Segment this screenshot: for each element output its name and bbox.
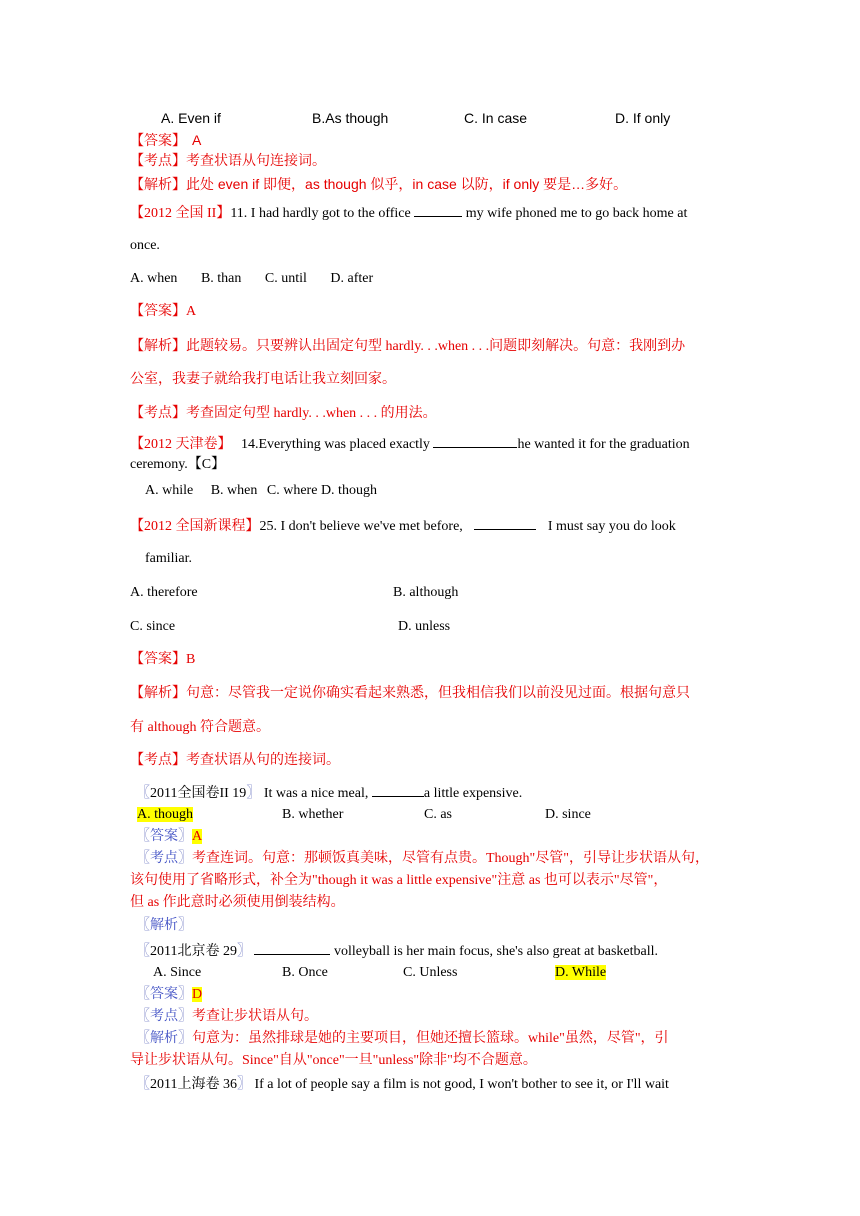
answer-label: 答案 bbox=[150, 987, 178, 1002]
stem-text: 25. I don't believe we've met before, bbox=[259, 519, 463, 534]
inline-answer: 【C】 bbox=[187, 457, 226, 472]
question-stem bbox=[130, 433, 690, 455]
option-b: B. when bbox=[210, 483, 258, 498]
option-c: C. as bbox=[424, 807, 452, 822]
point-label: 【考点】 bbox=[130, 753, 186, 768]
option-c: C. where bbox=[266, 483, 318, 498]
question-stem bbox=[130, 202, 687, 224]
answer-blank bbox=[474, 515, 536, 530]
option-c: C. Unless bbox=[403, 965, 458, 980]
question-source: 【2012 全国 II】 bbox=[130, 206, 231, 221]
answer-blank bbox=[254, 940, 330, 955]
point-label: 考点 bbox=[150, 1009, 178, 1024]
analysis-label: 【解析】 bbox=[130, 178, 186, 193]
question-stem: 〖2011全国卷II 19〗 It was a nice meal, a little expensive. bbox=[136, 782, 522, 804]
option-a: A. Since bbox=[153, 965, 202, 980]
option-d: D. though bbox=[320, 483, 377, 498]
answer-value: B bbox=[186, 652, 196, 667]
analysis-label: 【解析】 bbox=[130, 686, 186, 701]
point-line bbox=[130, 751, 340, 771]
point-label: 【考点】 bbox=[130, 154, 186, 169]
point-line bbox=[130, 152, 326, 172]
point-text: 考查连词。句意：那顿饭真美味，尽管有点贵。Though"尽管"，引导让步状语从句， bbox=[192, 851, 709, 866]
point-text: 考查固定句型 hardly. . .when . . . 的用法。 bbox=[186, 406, 437, 421]
stem-text: 14.Everything was placed exactly bbox=[241, 437, 430, 452]
analysis-continuation: 有 although 符合题意。 bbox=[130, 720, 270, 735]
option-a: A. Even if bbox=[161, 110, 221, 126]
answer-blank bbox=[433, 433, 517, 448]
option-b: B. than bbox=[200, 271, 242, 286]
stem-text: ceremony. bbox=[130, 457, 188, 472]
option-d: D. If only bbox=[615, 110, 671, 126]
answer-value: A bbox=[186, 304, 197, 319]
analysis-text: 句意为：虽然排球是她的主要项目，但她还擅长篮球。while"虽然，尽管"，引 bbox=[192, 1031, 669, 1046]
point-line bbox=[130, 404, 437, 424]
analysis-line bbox=[130, 684, 690, 704]
option-b: B.As though bbox=[312, 110, 389, 126]
analysis-label: 【解析】 bbox=[130, 339, 186, 354]
option-a: A. while bbox=[145, 483, 194, 498]
stem-text: 11. I had hardly got to the office bbox=[230, 206, 411, 221]
option-c: C. until bbox=[264, 271, 307, 286]
stem-continuation: once. bbox=[130, 238, 160, 253]
option-d: D. unless bbox=[398, 619, 451, 634]
stem-text: I must say you do look bbox=[547, 519, 676, 534]
analysis-continuation: 公室，我妻子就给我打电话让我立刻回家。 bbox=[130, 372, 396, 387]
answer-line: 〖答案〗A bbox=[136, 829, 203, 844]
option-d: D. since bbox=[545, 807, 591, 822]
analysis-label: 解析 bbox=[150, 1031, 178, 1046]
analysis-label: 解析 bbox=[150, 918, 178, 933]
point-line: 〖考点〗考查连词。句意：那顿饭真美味，尽管有点贵。Though"尽管"，引导让步状语从句， bbox=[136, 851, 709, 866]
question-stem: 〖2011北京卷 29〗 volleyball is her main focus, she's also great at basketball. bbox=[136, 940, 658, 962]
answer-label: 答案 bbox=[150, 829, 178, 844]
answer-blank bbox=[372, 782, 424, 797]
answer-blank bbox=[414, 202, 462, 217]
options-line bbox=[130, 269, 373, 289]
answer-value: D bbox=[192, 987, 203, 1002]
point-text: 考查状语从句的连接词。 bbox=[186, 753, 340, 768]
analysis-text: 此题较易。只要辨认出固定句型 hardly. . .when . . .问题即刻解决。句意：我刚到办 bbox=[186, 339, 686, 354]
point-label: 考点 bbox=[150, 851, 178, 866]
highlighted-option: D. While bbox=[555, 965, 607, 980]
point-continuation: 该句使用了省略形式，补全为"though it was a little expensive"注意 as 也可以表示"尽管"， bbox=[130, 873, 668, 888]
question-source: 2011北京卷 29 bbox=[150, 944, 237, 959]
question-source: 2011上海卷 36 bbox=[150, 1077, 237, 1092]
stem-continuation bbox=[130, 455, 225, 475]
analysis-line bbox=[130, 337, 685, 357]
question-source: 【2012 全国新课程】 bbox=[130, 519, 260, 534]
answer-value: A bbox=[192, 132, 202, 148]
option-a: A. when bbox=[130, 271, 178, 286]
point-label: 【考点】 bbox=[130, 406, 186, 421]
answer-label: 【答案】 bbox=[130, 304, 186, 319]
option-b: B. Once bbox=[282, 965, 328, 980]
question-source: 2011全国卷II 19 bbox=[150, 786, 247, 801]
stem-continuation: familiar. bbox=[145, 551, 193, 566]
point-text: 考查让步状语从句。 bbox=[192, 1009, 318, 1024]
question-source: 【2012 天津卷】 bbox=[130, 437, 232, 452]
option-a: A. therefore bbox=[130, 585, 198, 600]
answer-line: 〖答案〗D bbox=[136, 987, 203, 1002]
stem-text: volleyball is her main focus, she's also great at basketball. bbox=[333, 944, 659, 959]
analysis-text: 句意：尽管我一定说你确实看起来熟悉，但我相信我们以前没见过面。根据句意只 bbox=[186, 686, 690, 701]
analysis-continuation: 导让步状语从句。Since"自从"once"一旦"unless"除非"均不合题意。 bbox=[130, 1053, 537, 1068]
point-line: 〖考点〗考查让步状语从句。 bbox=[136, 1009, 318, 1024]
stem-text: If a lot of people say a film is not good, I won't bother to see it, or I'll wait bbox=[254, 1077, 669, 1092]
option-d: D. after bbox=[330, 271, 374, 286]
option-c: C. since bbox=[130, 619, 176, 634]
answer-label: 【答案】 bbox=[130, 652, 186, 667]
analysis-line bbox=[130, 174, 627, 196]
stem-text: my wife phoned me to go back home at bbox=[465, 206, 688, 221]
analysis-line: 〖解析〗句意为：虽然排球是她的主要项目，但她还擅长篮球。while"虽然，尽管"，引 bbox=[136, 1031, 669, 1046]
question-stem: 〖2011上海卷 36〗 If a lot of people say a film is not good, I won't bother to see it, or I'll wait bbox=[136, 1077, 669, 1092]
analysis-text: 此处 even if 即便，as though 似乎，in case 以防，if only 要是…多好。 bbox=[186, 176, 628, 192]
question-stem bbox=[130, 515, 676, 537]
answer-line bbox=[130, 302, 196, 322]
answer-value: A bbox=[192, 829, 203, 844]
option-a bbox=[137, 805, 193, 825]
stem-text: a little expensive. bbox=[423, 786, 523, 801]
option-c: C. In case bbox=[464, 110, 528, 126]
option-b: B. whether bbox=[282, 807, 344, 822]
answer-label: 【答案】 bbox=[130, 134, 186, 149]
options-line bbox=[145, 481, 377, 501]
answer-line bbox=[130, 650, 195, 670]
analysis-line: 〖解析〗 bbox=[136, 918, 192, 933]
option-d bbox=[555, 963, 606, 983]
stem-text: It was a nice meal, bbox=[263, 786, 369, 801]
stem-text: he wanted it for the graduation bbox=[517, 437, 690, 452]
option-b: B. although bbox=[393, 585, 459, 600]
point-continuation: 但 as 作此意时必须使用倒装结构。 bbox=[130, 895, 345, 910]
point-text: 考查状语从句连接词。 bbox=[186, 154, 326, 169]
highlighted-option: A. though bbox=[137, 807, 193, 822]
answer-line bbox=[130, 130, 201, 152]
